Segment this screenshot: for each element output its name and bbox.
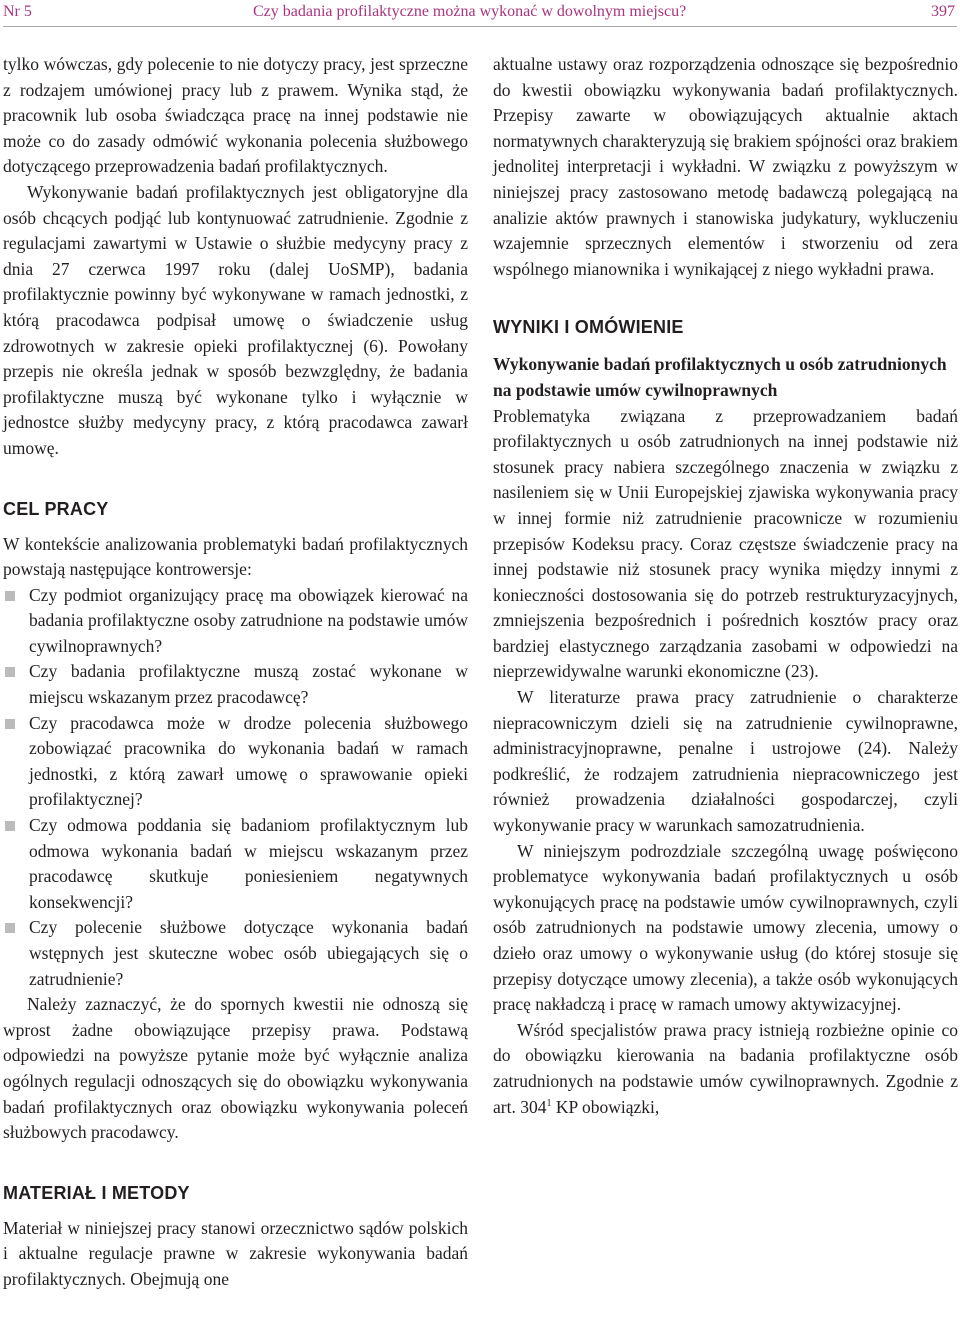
- paragraph-specjalisci: Wśród specjalistów prawa pracy istnieją rozbieżne opinie co do obowiązku kierowania na badania profilaktyczne osób zatrudnionych na podstawie umów cywilnoprawnych. Zgodnie z art. $304^1$ KP obowiązki,: [493, 1019, 958, 1117]
- list-item: Czy badania profilaktyczne muszą zostać wykonane w miejscu wskazanym przez pracodawcę?: [3, 659, 468, 710]
- paragraph-problematyka: Problematyka związana z przeprowadzaniem badań profilaktycznych u osób zatrudnionych na innej podstawie niż stosunek pracy nabiera szczególnego znaczenia w związku z nasileniem się w Unii Europejskiej zjawiska wykonywania pracy w innej formie niż zatrudnienie pracownicze w rozumieniu przepisów Kodeksu pracy. Coraz częstsze świadczenie pracy na innej podstawie niż stosunek pracy wynika między innymi z konieczności dostosowania się do potrzeb restrukturyzacyjnych, zmniejszenia bezpośrednich i pośrednich kosztów pracy oraz bardziej elastycznego zarządzania zasobami w odpowiedzi na nieprzewidywalne warunki ekonomiczne (23).: [493, 405, 958, 682]
- paragraph-metody-continued: aktualne ustawy oraz rozporządzenia odnoszące się bezpośrednio do kwestii obowiązku wykonywania badań profilaktycznych. Przepisy zawarte w obowiązujących aktualnie aktach normatywnych charakteryzują się brakiem spójności oraz brakiem jednolitej interpretacji i wykładni. W związku z powyższym w niniejszej pracy zastosowano metodę badawczą polegającą na analizie aktów prawnych i stanowiska judykatury, wykluczeniu wzajemnie sprzecznych elementów i stworzeniu od zera wspólnego mianownika i wynikającej z niego wykładni prawa.: [493, 54, 958, 279]
- subsection-heading: Wykonywanie badań profilaktycznych u osób zatrudnionych na podstawie umów cywilnoprawnych: [493, 354, 947, 400]
- square-bullet-icon: [5, 667, 15, 677]
- paragraph-metody: Materiał w niniejszej pracy stanowi orzecznictwo sądów polskich i aktualne regulacje prawne w zakresie wykonywania badań profilaktycznych. Obejmują one: [3, 1217, 468, 1289]
- square-bullet-icon: [5, 923, 15, 933]
- paragraph-literatura: W literaturze prawa pracy zatrudnienie o charakterze niepracowniczym dzieli się na zatrudnienie cywilnoprawne, administracyjnoprawne, penalne i ustrojowe (24). Należy podkreślić, że rodzajem zatrudnienia niepracowniczego jest również prowadzenia działalności gospodarczej, czyli wykonywanie pracy w warunkach samozatrudnienia.: [493, 687, 958, 836]
- right-column: [493, 52, 958, 1120]
- section-heading-wyniki: WYNIKI I OMÓWIENIE: [493, 317, 684, 338]
- square-bullet-icon: [5, 591, 15, 601]
- paragraph-obligation: Wykonywanie badań profilaktycznych jest obligatoryjne dla osób chcących podjąć lub kontynuować zatrudnienie. Zgodnie z regulacjami zawartymi w Ustawie o służbie medycyny pracy z dnia 27 czerwca 1997 roku (dalej UoSMP), badania profilaktycznie powinny być wykonywane w ramach jednostki, z którą pracodawca podpisał umowę o świadczenie usług zdrowotnych w zakresie opieki profilaktycznej (6). Powołany przepis nie określa jednak w sposób bezwzględny, że badania profilaktyczne muszą być wykonane tylko i wyłącznie w jednostce służby medycyny pracy, z którą pracodawca zawarł umowę.: [3, 181, 468, 458]
- paragraph-cel-conclusion: Należy zaznaczyć, że do spornych kwestii nie odnoszą się wprost żadne obowiązujące przepisy prawa. Podstawą odpowiedzi na powyższe pytanie może być wyłącznie analiza ogólnych regulacji odnoszących się do obowiązku wykonywania badań profilaktycznych oraz obowiązku wykonywania poleceń służbowych pracodawcy.: [3, 994, 468, 1143]
- square-bullet-icon: [5, 821, 15, 831]
- list-item: Czy odmowa poddania się badaniom profilaktycznym lub odmowa wykonania badań w miejscu wskazanym przez pracodawcę skutkuje poniesieniem negatywnych konsekwencji?: [3, 813, 468, 915]
- paragraph-continuation: tylko wówczas, gdy polecenie to nie dotyczy pracy, jest sprzeczne z rodzajem umówionej pracy lub z prawem. Wynika stąd, że pracownik lub osoba świadcząca pracę na innej podstawie nie może co do zasady odmówić wykonania polecenia służbowego dotyczącego przeprowadzenia badań profilaktycznych.: [3, 54, 468, 177]
- list-item: Czy pracodawca może w drodze polecenia służbowego zobowiązać pracownika do wykonania badań w ramach jednostki, z którą zawarł umowę o sprawowanie opieki profilaktycznej?: [3, 711, 468, 813]
- section-heading-cel-pracy: CEL PRACY: [3, 498, 109, 519]
- list-item: Czy podmiot organizujący pracę ma obowiązek kierować na badania profilaktyczne osoby zatrudnione na podstawie umów cywilnoprawnych?: [3, 583, 468, 660]
- paragraph-cel-intro: W kontekście analizowania problematyki badań profilaktycznych powstają następujące kontrowersje:: [3, 533, 468, 580]
- running-header: [3, 0, 957, 27]
- questions-list: [3, 583, 468, 993]
- superscript-article: 1: [546, 1097, 552, 1109]
- issue-number: Nr 5: [3, 3, 32, 20]
- page-number: 397: [931, 3, 955, 20]
- left-column: [3, 52, 468, 1293]
- paragraph-podrozdzial: W niniejszym podrozdziale szczególną uwagę poświęcono problematyce wykonywania badań profilaktycznych u osób wykonujących pracę na podstawie umów cywilnoprawnych, czyli osób zatrudnionych na podstawie umowy zlecenia, umowy o dzieło oraz umowy o wykonywanie usług (do której stosuje się przepisy dotyczące umowy zlecenia), a także osób wykonujących pracę nakładczą i pracę w ramach umowy aktywizacyjnej.: [493, 840, 958, 1015]
- list-item: Czy polecenie służbowe dotyczące wykonania badań wstępnych jest skuteczne wobec osób ubiegających się o zatrudnienie?: [3, 915, 468, 992]
- section-heading-material-i-metody: MATERIAŁ I METODY: [3, 1182, 190, 1203]
- square-bullet-icon: [5, 719, 15, 729]
- running-title: Czy badania profilaktyczne można wykonać w dowolnym miejscu?: [253, 3, 687, 20]
